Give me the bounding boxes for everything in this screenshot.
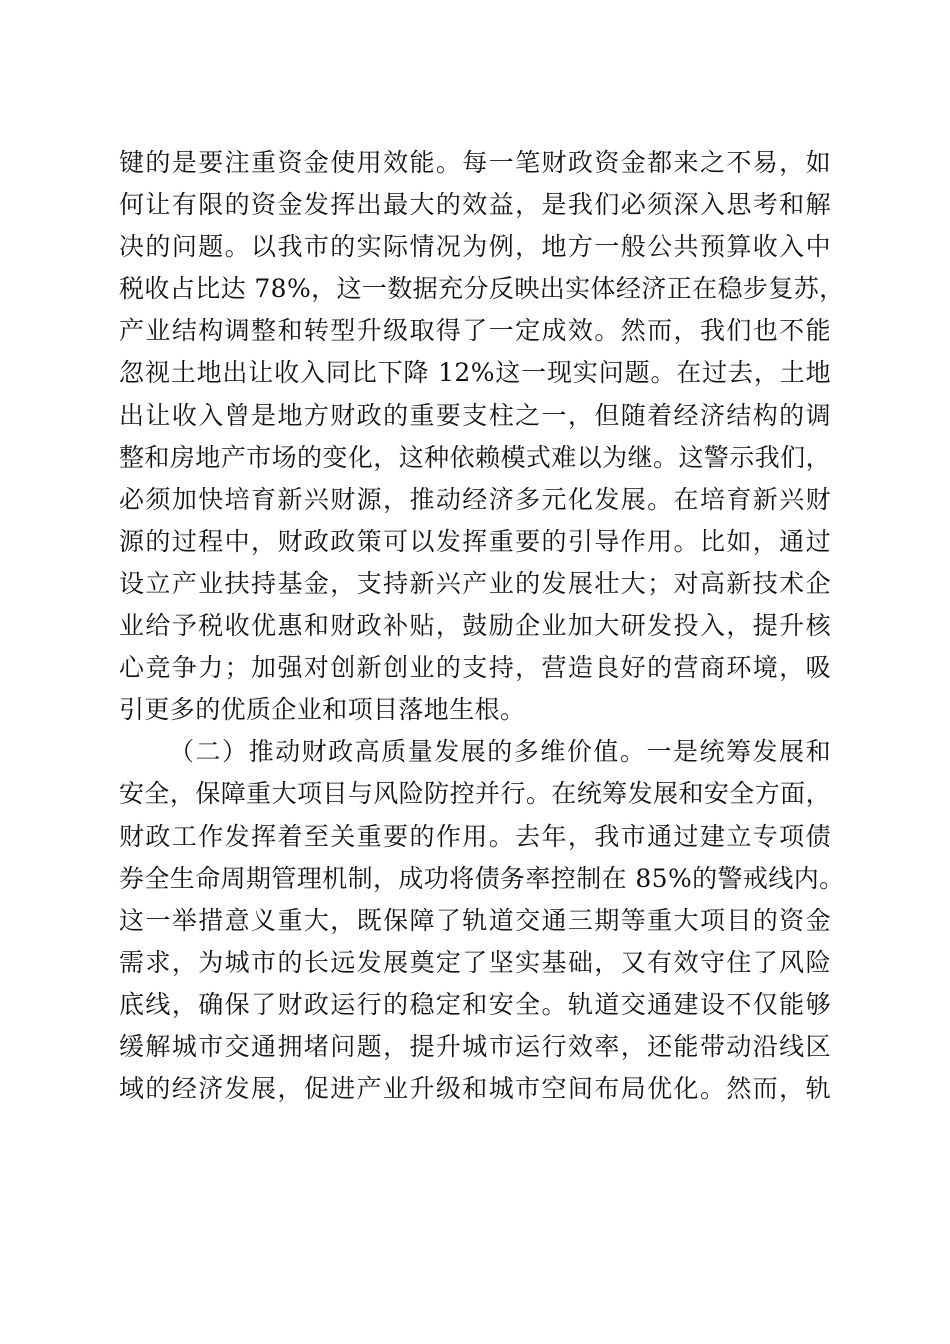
paragraph-2-line: 财政工作发挥着至关重要的作用。去年，我市通过建立专项债 — [119, 821, 831, 851]
paragraph-2-line: （二）推动财政高质量发展的多维价值。一是统筹发展和 — [169, 737, 831, 767]
paragraph-1-line: 源的过程中，财政政策可以发挥重要的引导作用。比如，通过 — [119, 526, 831, 556]
paragraph-1-line: 出让收入曾是地方财政的重要支柱之一，但随着经济结构的调 — [119, 400, 831, 430]
paragraph-2-line: 域的经济发展，促进产业升级和城市空间布局优化。然而，轨 — [119, 1074, 831, 1104]
paragraph-1-line: 产业结构调整和转型升级取得了一定成效。然而，我们也不能 — [119, 316, 831, 346]
paragraph-1-line: 税收占比达 78%，这一数据充分反映出实体经济正在稳步复苏， — [119, 274, 845, 304]
paragraph-1-line: 忽视土地出让收入同比下降 12%这一现实问题。在过去，土地 — [119, 358, 831, 388]
paragraph-2-line: 需求，为城市的长远发展奠定了坚实基础，又有效守住了风险 — [119, 947, 831, 977]
paragraph-1-line: 整和房地产市场的变化，这种依赖模式难以为继。这警示我们， — [119, 442, 831, 472]
body-text — [119, 142, 845, 1110]
paragraph-2 — [119, 731, 845, 1110]
paragraph-1-line: 键的是要注重资金使用效能。每一笔财政资金都来之不易，如 — [119, 148, 831, 177]
paragraph-1-line: 心竞争力；加强对创新创业的支持，营造良好的营商环境，吸 — [119, 653, 831, 683]
paragraph-2-line: 这一举措意义重大，既保障了轨道交通三期等重大项目的资金 — [119, 905, 831, 935]
paragraph-1-line: 何让有限的资金发挥出最大的效益，是我们必须深入思考和解 — [119, 190, 831, 220]
paragraph-2-line: 券全生命周期管理机制，成功将债务率控制在 85%的警戒线内。 — [119, 863, 845, 893]
paragraph-1-line: 决的问题。以我市的实际情况为例，地方一般公共预算收入中 — [119, 232, 831, 262]
paragraph-1-line: 设立产业扶持基金，支持新兴产业的发展壮大；对高新技术企 — [119, 568, 831, 598]
paragraph-1 — [119, 142, 845, 731]
paragraph-1-line: 必须加快培育新兴财源，推动经济多元化发展。在培育新兴财 — [119, 484, 831, 514]
paragraph-2-line: 安全，保障重大项目与风险防控并行。在统筹发展和安全方面， — [119, 779, 831, 809]
paragraph-1-line: 业给予税收优惠和财政补贴，鼓励企业加大研发投入，提升核 — [119, 611, 831, 641]
paragraph-2-line: 底线，确保了财政运行的稳定和安全。轨道交通建设不仅能够 — [119, 989, 831, 1019]
paragraph-1-line: 引更多的优质企业和项目落地生根。 — [119, 695, 526, 725]
paragraph-2-line: 缓解城市交通拥堵问题，提升城市运行效率，还能带动沿线区 — [119, 1031, 831, 1061]
